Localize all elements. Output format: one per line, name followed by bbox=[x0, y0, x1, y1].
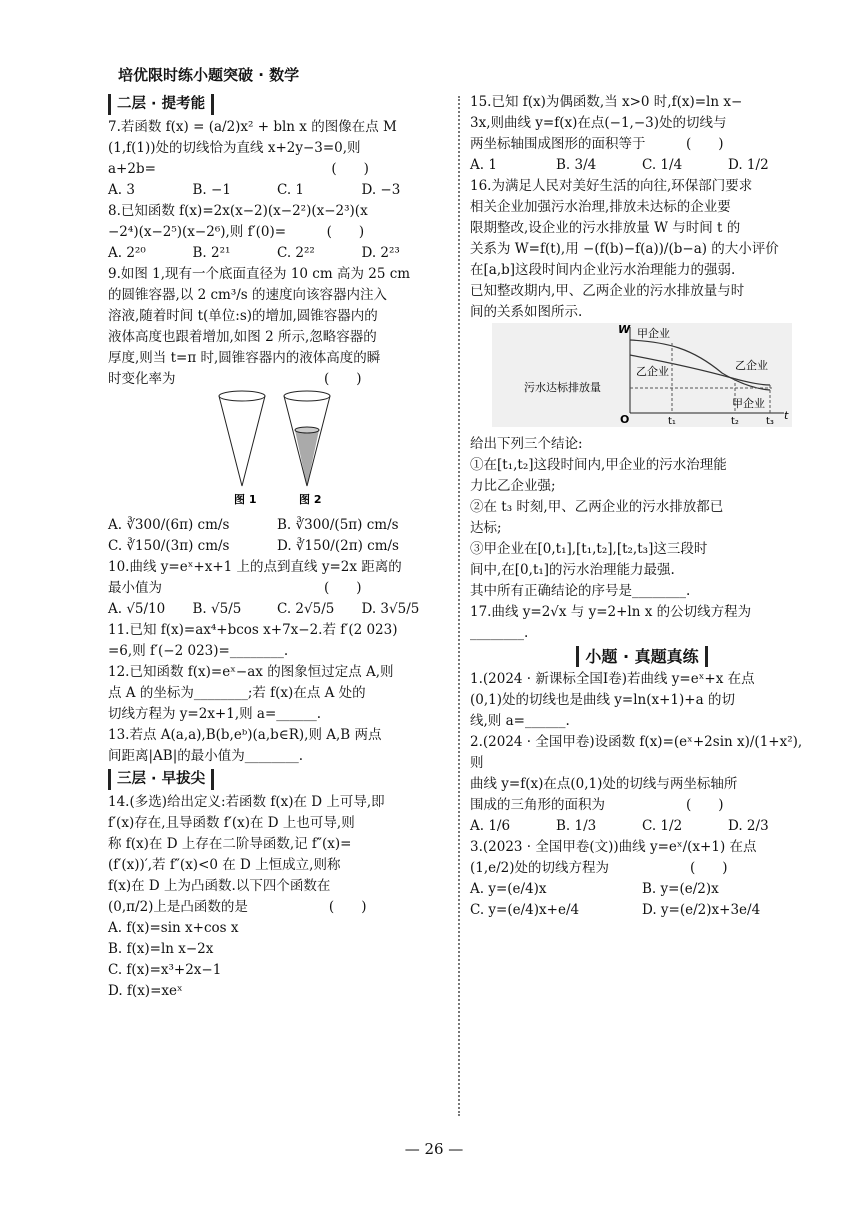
option-d: D. 2²³ bbox=[361, 245, 400, 261]
t3-label: t₃ bbox=[766, 416, 774, 427]
figure-1-label: 图 1 bbox=[234, 493, 257, 506]
question-line: 10.曲线 y=eˣ+x+1 上的点到直线 y=2x 距离的 bbox=[108, 559, 402, 575]
question-line: 最小值为 ( ) bbox=[108, 580, 362, 596]
cone-figures bbox=[108, 390, 446, 515]
question-10 bbox=[108, 557, 446, 620]
question-line: 在[a,b]这段时间内企业污水治理能力的强弱. bbox=[470, 262, 736, 278]
option-a: A. y=(e/4)x bbox=[470, 881, 547, 897]
question-line: 间中,在[0,t₁]的污水治理能力最强. bbox=[470, 562, 675, 578]
question-line: 16.为满足人民对美好生活的向往,环保部门要求 bbox=[470, 178, 753, 194]
question-line: 关系为 W=f(t),用 −(f(b)−f(a))/(b−a) 的大小评价 bbox=[470, 241, 779, 257]
options bbox=[470, 879, 814, 921]
option-a: A. ∛300/(6π) cm/s bbox=[108, 517, 230, 533]
question-line: 时变化率为 ( ) bbox=[108, 371, 362, 387]
standard-label: 污水达标排放量 bbox=[524, 381, 601, 394]
question-line: 间的关系如图所示. bbox=[470, 304, 583, 320]
question-8 bbox=[108, 201, 446, 264]
section-title: 小题 · 真题真练 bbox=[576, 646, 707, 667]
right-column bbox=[470, 92, 814, 921]
question-line: 已知整改期内,甲、乙两企业的污水排放量与时 bbox=[470, 283, 745, 299]
t-label: t bbox=[784, 409, 789, 422]
option-d: D. −3 bbox=[361, 182, 401, 198]
option-a: A. 1/6 bbox=[470, 818, 511, 834]
question-line: 的圆锥容器,以 2 cm³/s 的速度向该容器内注入 bbox=[108, 287, 388, 303]
option-b: B. 2²¹ bbox=[192, 245, 231, 261]
question-line: ③甲企业在[0,t₁],[t₁,t₂],[t₂,t₃]这三段时 bbox=[470, 541, 708, 557]
question-line: 7.若函数 f(x) = (a/2)x² + bln x 的图像在点 M bbox=[108, 119, 397, 135]
question-line: 12.已知函数 f(x)=eˣ−ax 的图象恒过定点 A,则 bbox=[108, 664, 394, 680]
t1-label: t₁ bbox=[668, 416, 676, 427]
cone2-rim bbox=[284, 391, 330, 401]
question-line: 14.(多选)给出定义:若函数 f(x)在 D 上可导,即 bbox=[108, 794, 385, 810]
option-b: B. −1 bbox=[192, 182, 231, 198]
option-c: C. 2²² bbox=[277, 245, 315, 261]
question-line: a+2b= ( ) bbox=[108, 161, 369, 177]
question-7 bbox=[108, 117, 446, 201]
question-17 bbox=[470, 602, 814, 644]
question-15 bbox=[470, 92, 814, 176]
question-16 bbox=[470, 176, 814, 602]
column-divider bbox=[458, 96, 460, 1116]
question-line: (0,π/2)上是凸函数的是 ( ) bbox=[108, 899, 367, 915]
option-c: C. y=(e/4)x+e/4 bbox=[470, 902, 580, 918]
question-line: 17.曲线 y=2√x 与 y=2+ln x 的公切线方程为 bbox=[470, 604, 752, 620]
question-line: 达标; bbox=[470, 520, 502, 536]
section-wrapper bbox=[470, 644, 814, 669]
question-line: 3x,则曲线 y=f(x)在点(−1,−3)处的切线与 bbox=[470, 115, 727, 131]
real-question-1 bbox=[470, 669, 814, 732]
yi-label-2: 乙企业 bbox=[735, 359, 768, 372]
page-number: — 26 — bbox=[404, 1140, 464, 1158]
options bbox=[108, 243, 446, 264]
question-line: 限期整改,设企业的污水排放量 W 与时间 t 的 bbox=[470, 220, 741, 236]
option-d: D. 3√5/5 bbox=[361, 601, 420, 617]
question-11 bbox=[108, 620, 446, 662]
question-line: ①在[t₁,t₂]这段时间内,甲企业的污水治理能 bbox=[470, 457, 727, 473]
question-line: 15.已知 f(x)为偶函数,当 x>0 时,f(x)=ln x− bbox=[470, 94, 743, 110]
options bbox=[470, 155, 814, 176]
option-b: B. ∛300/(5π) cm/s bbox=[277, 517, 399, 533]
real-question-3 bbox=[470, 837, 814, 921]
liquid-fill bbox=[295, 430, 319, 486]
option-a: A. √5/10 bbox=[108, 601, 166, 617]
question-line: 称 f(x)在 D 上存在二阶导函数,记 f″(x)= bbox=[108, 836, 352, 852]
section-title: 二层 · 提考能 bbox=[108, 94, 214, 115]
question-line: 切线方程为 y=2x+1,则 a=______. bbox=[108, 706, 322, 722]
option-c: C. ∛150/(3π) cm/s bbox=[108, 538, 230, 554]
question-13 bbox=[108, 725, 446, 767]
jia-label-1: 甲企业 bbox=[637, 327, 670, 340]
origin-label: O bbox=[620, 413, 630, 426]
question-line: ________. bbox=[470, 625, 529, 641]
option-d: D. ∛150/(2π) cm/s bbox=[277, 538, 399, 554]
option-b: B. y=(e/2)x bbox=[642, 881, 719, 897]
option-d: D. y=(e/2)x+3e/4 bbox=[642, 902, 761, 918]
question-line: 曲线 y=f(x)在点(0,1)处的切线与两坐标轴所 bbox=[470, 776, 738, 792]
question-line: 点 A 的坐标为________;若 f(x)在点 A 处的 bbox=[108, 685, 366, 701]
question-line: ②在 t₃ 时刻,甲、乙两企业的污水排放都已 bbox=[470, 499, 724, 515]
options bbox=[108, 180, 446, 201]
yi-label-1: 乙企业 bbox=[636, 365, 669, 378]
w-label: W bbox=[618, 323, 631, 336]
question-line: f(x)在 D 上为凸函数.以下四个函数在 bbox=[108, 878, 331, 894]
question-line: 3.(2023 · 全国甲卷(文))曲线 y=eˣ/(x+1) 在点 bbox=[470, 839, 757, 855]
option-d: D. 2/3 bbox=[728, 818, 769, 834]
option-b: B. 3/4 bbox=[556, 157, 597, 173]
question-line: 相关企业加强污水治理,排放未达标的企业要 bbox=[470, 199, 731, 215]
question-line: 溶液,随着时间 t(单位:s)的增加,圆锥容器内的 bbox=[108, 308, 378, 324]
option-a: A. 1 bbox=[470, 157, 497, 173]
figure-2-label: 图 2 bbox=[299, 493, 322, 506]
question-line: 1.(2024 · 新课标全国Ⅰ卷)若曲线 y=eˣ+x 在点 bbox=[470, 671, 755, 687]
option-b: B. √5/5 bbox=[192, 601, 242, 617]
option-d: D. 1/2 bbox=[728, 157, 769, 173]
question-line: 13.若点 A(a,a),B(b,eᵇ)(a,b∈R),则 A,B 两点 bbox=[108, 727, 382, 743]
left-column bbox=[108, 92, 446, 1002]
options bbox=[470, 816, 814, 837]
emission-graph bbox=[470, 323, 814, 434]
option-a: A. 2²⁰ bbox=[108, 245, 146, 261]
question-line: 厚度,则当 t=π 时,圆锥容器内的液体高度的瞬 bbox=[108, 350, 381, 366]
question-line: 2.(2024 · 全国甲卷)设函数 f(x)=(eˣ+2sin x)/(1+x²),则 bbox=[470, 734, 803, 771]
option-c: C. 1/4 bbox=[642, 157, 683, 173]
question-12 bbox=[108, 662, 446, 725]
question-line: −2⁴)(x−2⁵)(x−2⁶),则 f′(0)= ( ) bbox=[108, 224, 365, 240]
cone1-body bbox=[219, 396, 265, 486]
option-c: C. f(x)=x³+2x−1 bbox=[108, 962, 222, 978]
question-line: f′(x)存在,且导函数 f′(x)在 D 上也可导,则 bbox=[108, 815, 355, 831]
question-line: 9.如图 1,现有一个底面直径为 10 cm 高为 25 cm bbox=[108, 266, 411, 282]
question-line: 间距离|AB|的最小值为________. bbox=[108, 748, 304, 764]
question-line: 线,则 a=______. bbox=[470, 713, 570, 729]
option-b: B. f(x)=ln x−2x bbox=[108, 941, 214, 957]
question-line: 力比乙企业强; bbox=[470, 478, 556, 494]
question-line: 液体高度也跟着增加,如图 2 所示,忽略容器的 bbox=[108, 329, 377, 345]
section-title: 三层 · 早拔尖 bbox=[108, 769, 214, 790]
page-header: 培优限时练小题突破 · 数学 bbox=[118, 66, 300, 84]
option-c: C. 1/2 bbox=[642, 818, 683, 834]
question-line: =6,则 f′(−2 023)=________. bbox=[108, 643, 289, 659]
question-line: (1,e/2)处的切线方程为 ( ) bbox=[470, 860, 728, 876]
jia-label-2: 甲企业 bbox=[732, 397, 765, 410]
question-line: 其中所有正确结论的序号是________. bbox=[470, 583, 691, 599]
real-question-2 bbox=[470, 732, 814, 837]
t2-label: t₂ bbox=[731, 416, 739, 427]
question-line: 给出下列三个结论: bbox=[470, 436, 583, 452]
option-a: A. 3 bbox=[108, 182, 135, 198]
question-line: 两坐标轴围成图形的面积等于 ( ) bbox=[470, 136, 724, 152]
cone-diagram bbox=[202, 390, 352, 508]
cone1-rim bbox=[219, 391, 265, 401]
question-line: 8.已知函数 f(x)=2x(x−2)(x−2²)(x−2³)(x bbox=[108, 203, 368, 219]
liquid-surface bbox=[295, 427, 319, 433]
option-c: C. 2√5/5 bbox=[277, 601, 335, 617]
question-14 bbox=[108, 792, 446, 1002]
question-line: (0,1)处的切线也是曲线 y=ln(x+1)+a 的切 bbox=[470, 692, 735, 708]
options bbox=[108, 599, 446, 620]
question-line: 围成的三角形的面积为 ( ) bbox=[470, 797, 724, 813]
option-b: B. 1/3 bbox=[556, 818, 597, 834]
emission-graph-svg bbox=[492, 323, 792, 427]
option-c: C. 1 bbox=[277, 182, 305, 198]
options bbox=[108, 515, 446, 557]
question-9 bbox=[108, 264, 446, 557]
question-line: (1,f(1))处的切线恰为直线 x+2y−3=0,则 bbox=[108, 140, 361, 156]
option-a: A. f(x)=sin x+cos x bbox=[108, 920, 239, 936]
question-line: 11.已知 f(x)=ax⁴+bcos x+7x−2.若 f′(2 023) bbox=[108, 622, 398, 638]
question-line: (f′(x))′,若 f″(x)<0 在 D 上恒成立,则称 bbox=[108, 857, 341, 873]
option-d: D. f(x)=xeˣ bbox=[108, 983, 183, 999]
